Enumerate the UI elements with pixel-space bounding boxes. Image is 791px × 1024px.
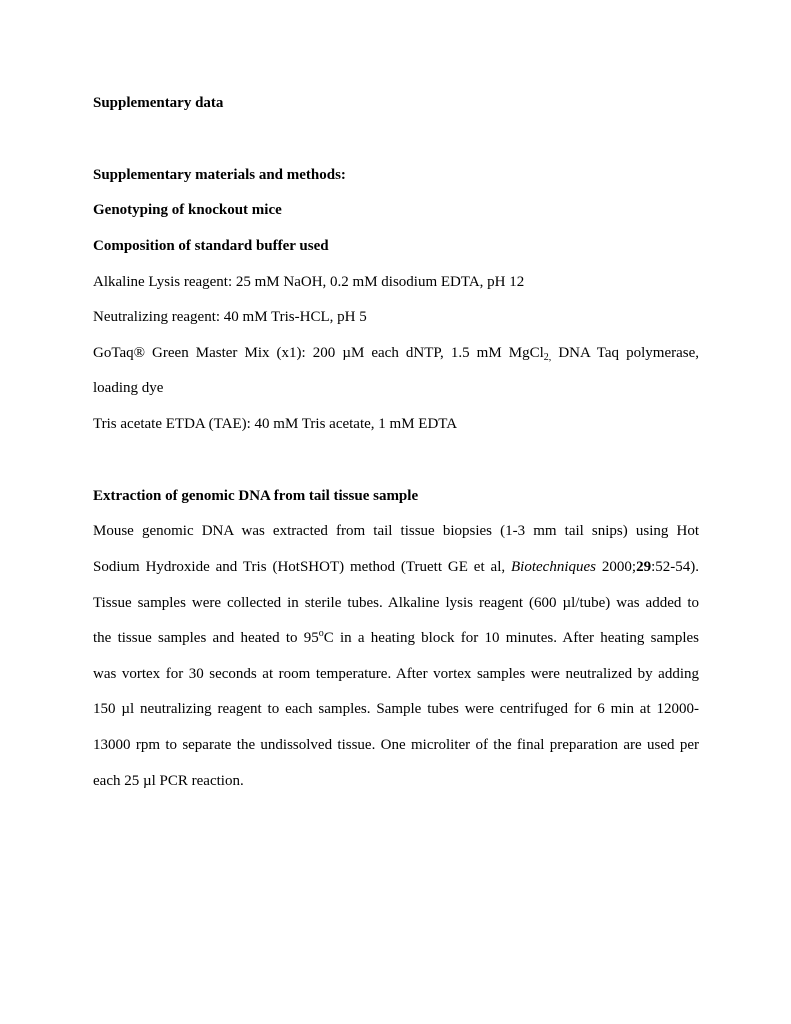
extraction-line-4 <box>93 629 699 647</box>
subheading-genotyping: Genotyping of knockout mice <box>93 202 282 218</box>
extraction-line-7: 13000 rpm to separate the undissolved tissue. One microliter of the final preparation are used per <box>93 737 699 753</box>
extraction-line-2 <box>93 558 699 576</box>
extraction-line-4-text-b: C in a heating block for 10 minutes. After heating samples <box>323 630 699 646</box>
buffer-gotaq-text-b: DNA Taq polymerase, <box>551 345 700 361</box>
journal-volume: 29 <box>636 559 652 575</box>
extraction-line-8: each 25 µl PCR reaction. <box>93 773 244 789</box>
journal-name: Biotechniques <box>511 559 596 575</box>
section-heading: Supplementary materials and methods: <box>93 167 346 183</box>
buffer-gotaq-line1 <box>93 344 699 362</box>
extraction-line-2-text-b: 2000; <box>596 559 637 575</box>
extraction-line-2-text-c: :52-54). <box>651 559 699 575</box>
buffer-tae: Tris acetate ETDA (TAE): 40 mM Tris acetate, 1 mM EDTA <box>93 416 458 432</box>
extraction-line-5: was vortex for 30 seconds at room temperature. After vortex samples were neutralized by adding <box>93 666 699 682</box>
buffer-gotaq-line2: loading dye <box>93 380 164 396</box>
buffer-neutralizing: Neutralizing reagent: 40 mM Tris-HCL, pH 5 <box>93 309 367 325</box>
extraction-line-2-text-a: Sodium Hydroxide and Tris (HotSHOT) method (Truett GE et al, <box>93 559 512 575</box>
extraction-line-4-text-a: the tissue samples and heated to 95 <box>93 630 319 646</box>
document-title: Supplementary data <box>93 95 224 111</box>
extraction-line-3: Tissue samples were collected in sterile tubes. Alkaline lysis reagent (600 µl/tube) was added to <box>93 595 699 611</box>
buffer-gotaq-subscript: 2, <box>543 352 552 363</box>
subheading-buffer: Composition of standard buffer used <box>93 238 329 254</box>
degree-superscript: o <box>318 628 324 639</box>
extraction-line-6: 150 µl neutralizing reagent to each samples. Sample tubes were centrifuged for 6 min at 12000- <box>93 701 699 717</box>
extraction-heading: Extraction of genomic DNA from tail tissue sample <box>93 488 419 504</box>
buffer-alkaline: Alkaline Lysis reagent: 25 mM NaOH, 0.2 mM disodium EDTA, pH 12 <box>93 274 525 290</box>
extraction-line-1: Mouse genomic DNA was extracted from tail tissue biopsies (1-3 mm tail snips) using Hot <box>93 523 699 539</box>
buffer-gotaq-text-a: GoTaq® Green Master Mix (x1): 200 µM each dNTP, 1.5 mM MgCl <box>93 345 544 361</box>
